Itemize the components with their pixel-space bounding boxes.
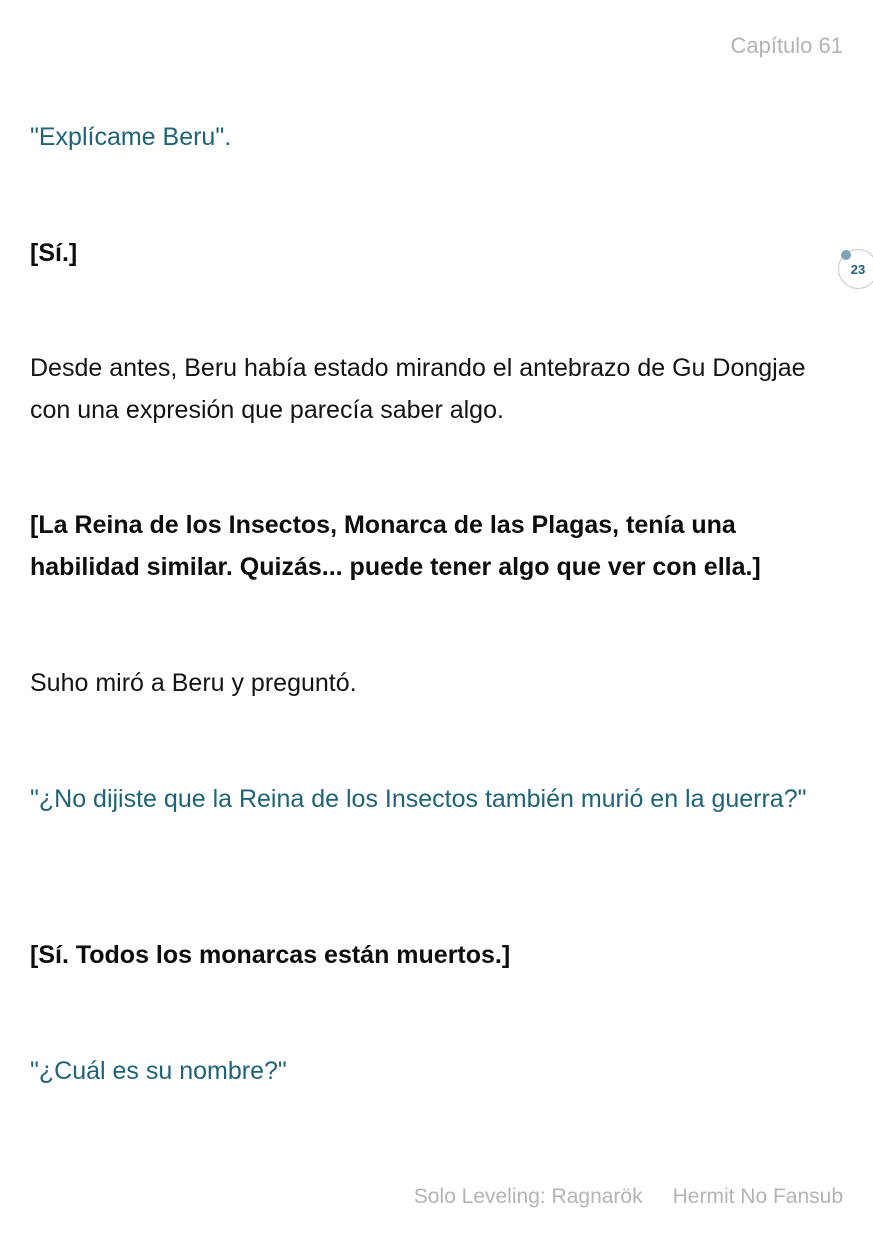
- paragraph-dialogue-1: "Explícame Beru".: [30, 123, 232, 151]
- chapter-label: Capítulo 61: [730, 33, 843, 58]
- page-number-badge[interactable]: 23: [838, 249, 873, 289]
- page-footer: [414, 1183, 843, 1211]
- footer-translator: Hermit No Fansub: [672, 1185, 843, 1208]
- bookmark-dot-icon: [841, 250, 851, 260]
- paragraph-system-3: [Sí. Todos los monarcas están muertos.]: [30, 941, 511, 969]
- footer-book-title: Solo Leveling: Ragnarök: [413, 1185, 643, 1208]
- paragraph-narration-2: Suho miró a Beru y preguntó.: [30, 669, 357, 697]
- paragraph-system-2: [La Reina de los Insectos, Monarca de las Plagas, tenía una habilidad similar. Quizás... puede tener algo que ver con ella.]: [30, 511, 761, 581]
- paragraph-narration-1: Desde antes, Beru había estado mirando el antebrazo de Gu Dongjae con una expresión que parecía saber algo.: [30, 354, 806, 424]
- paragraph-dialogue-3: "¿Cuál es su nombre?": [30, 1057, 287, 1085]
- paragraph-dialogue-2: "¿No dijiste que la Reina de los Insectos también murió en la guerra?": [30, 785, 807, 813]
- paragraph-system-1: [Sí.]: [30, 239, 78, 267]
